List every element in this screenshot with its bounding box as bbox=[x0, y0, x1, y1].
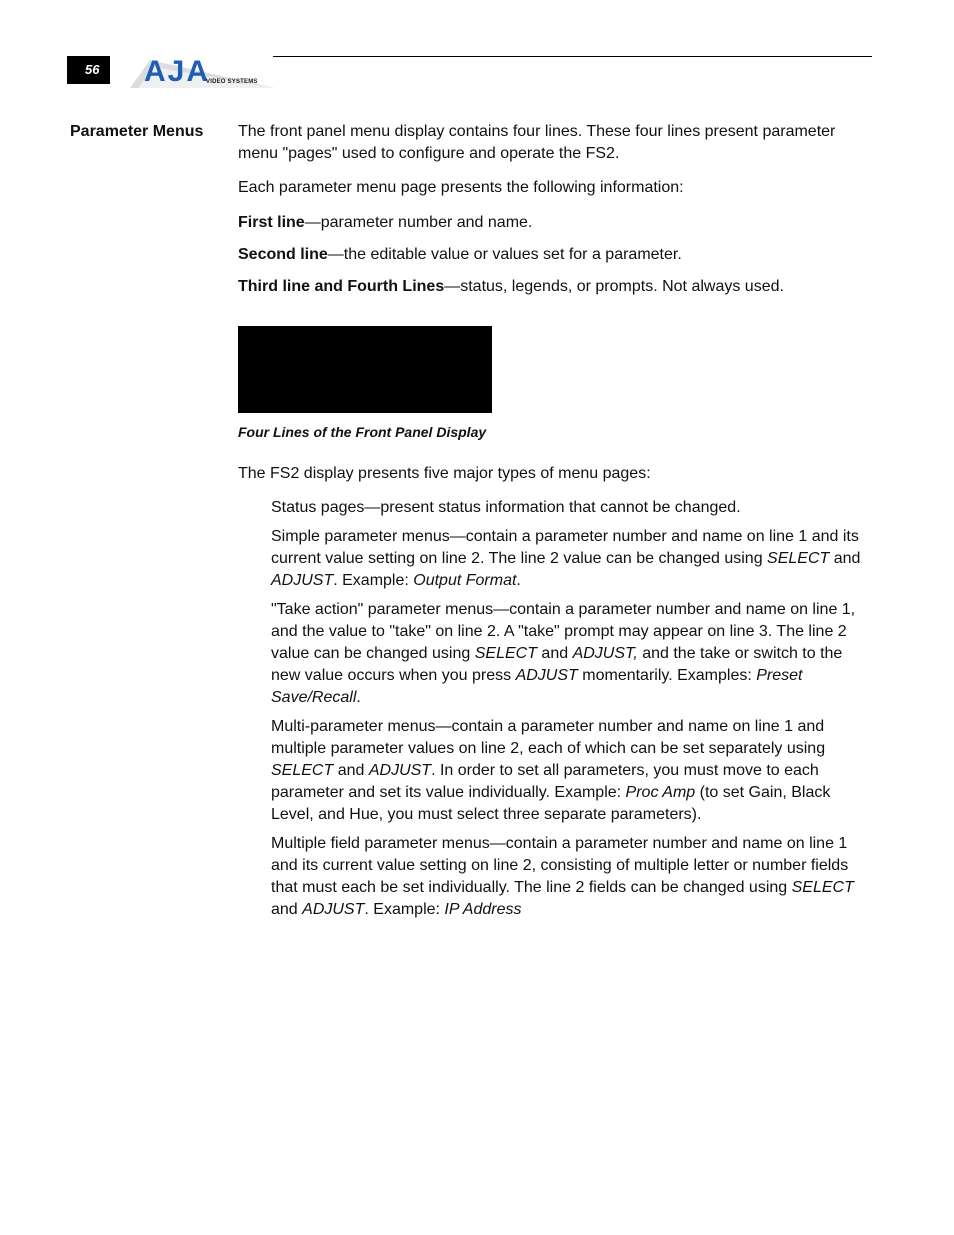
logo-subtext: VIDEO SYSTEMS bbox=[206, 79, 258, 85]
line-text: —parameter number and name. bbox=[304, 214, 533, 231]
list-item-status: Status pages—present status information that cannot be changed. bbox=[271, 499, 741, 516]
line-text: —the editable value or values set for a parameter. bbox=[327, 246, 682, 263]
list-item-take-action: "Take action" parameter menus—contain a parameter number and name on line 1, and the value to "take" on line 2. A "take" prompt may appear on line 3. The line 2 value can be changed using SELECT and ADJUST, and the take or switch to the new value occurs when you press ADJUST momentarily. Examples: Preset Save/Recall. bbox=[271, 601, 856, 706]
line-item-third-fourth bbox=[238, 276, 872, 298]
list-item-multi-parameter: Multi-parameter menus—contain a parameter number and name on line 1 and multiple parameter values on line 2, each of which can be set separately using SELECT and ADJUST. In order to set all parameters, you must move to each parameter and set its value individually. Example: Proc Amp (to set Gain, Black Level, and Hue, you must select three separate parameters). bbox=[271, 718, 831, 823]
line-text: —status, legends, or prompts. Not always used. bbox=[444, 278, 784, 295]
list-item-simple: Simple parameter menus—contain a parameter number and name on line 1 and its current value setting on line 2. The line 2 value can be changed using SELECT and ADJUST. Example: Output Format. bbox=[271, 528, 861, 589]
figure-caption: Four Lines of the Front Panel Display bbox=[238, 424, 487, 440]
line-item-second bbox=[238, 244, 872, 266]
line-label: Second line bbox=[238, 246, 328, 263]
types-intro-paragraph: The FS2 display presents five major types of menu pages: bbox=[238, 465, 651, 482]
menu-types-list bbox=[238, 497, 872, 921]
line-label: First line bbox=[238, 214, 305, 231]
line-item-first bbox=[238, 212, 872, 234]
intro-paragraph: The front panel menu display contains four lines. These four lines present parameter menu "pages" used to configure and operate the FS2. bbox=[238, 123, 836, 162]
line-label: Third line and Fourth Lines bbox=[238, 278, 445, 295]
main-content bbox=[238, 121, 872, 928]
section-heading: Parameter Menus bbox=[70, 123, 204, 140]
logo-text: AJA bbox=[144, 55, 211, 88]
list-item-multiple-field: Multiple field parameter menus—contain a parameter number and name on line 1 and its current value setting on line 2, consisting of multiple letter or number fields that must each be set individually. The line 2 fields can be changed using SELECT and ADJUST. Example: IP Address bbox=[271, 835, 854, 918]
header-rule bbox=[273, 56, 872, 57]
front-panel-display-image bbox=[238, 326, 492, 413]
each-page-paragraph: Each parameter menu page presents the following information: bbox=[238, 179, 684, 196]
page-number: 56 bbox=[67, 56, 110, 84]
